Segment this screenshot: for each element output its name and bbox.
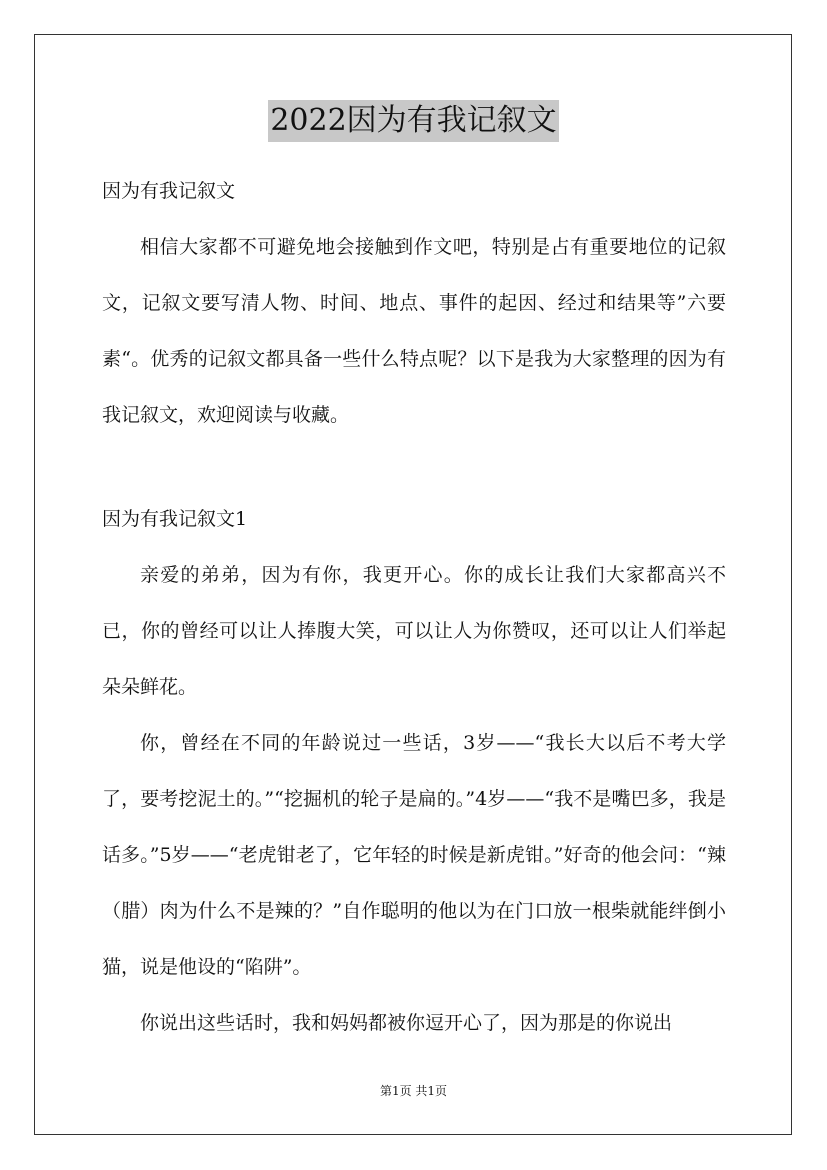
body-paragraph: 你说出这些话时，我和妈妈都被你逗开心了，因为那是的你说出 [140,1012,673,1034]
intro-paragraph: 相信大家都不可避免地会接触到作文吧，特别是占有重要地位的记叙文，记叙文要写清人物、时间、地点、事件的起因、经过和结果等”六要素“。优秀的记叙文都具备一些什么特点呢？以下是我为大家整理的因为有我记叙文，欢迎阅读与收藏。 [102,236,726,426]
document-title: 2022因为有我记叙文 [268,100,558,142]
subtitle: 因为有我记叙文 [102,180,236,202]
paragraph-gap [102,443,726,491]
title-container [0,100,827,142]
section-heading: 因为有我记叙文1 [102,508,248,530]
document-body [102,163,726,1051]
body-paragraph: 你，曾经在不同的年龄说过一些话，3岁——“我长大以后不考大学了，要考挖泥土的。”“挖掘机的轮子是扁的。”4岁——“我不是嘴巴多，我是话多。”5岁——“老虎钳老了，它年轻的时候是新虎钳。”好奇的他会问：“辣（腊）肉为什么不是辣的？”自作聪明的他以为在门口放一根柴就能绊倒小猫，说是他设的“陷阱”。 [102,732,726,978]
page-footer: 第1页 共1页 [379,1084,448,1098]
body-paragraph: 亲爱的弟弟，因为有你，我更开心。你的成长让我们大家都高兴不已，你的曾经可以让人捧腹大笑，可以让人为你赞叹，还可以让人们举起朵朵鲜花。 [102,564,726,698]
